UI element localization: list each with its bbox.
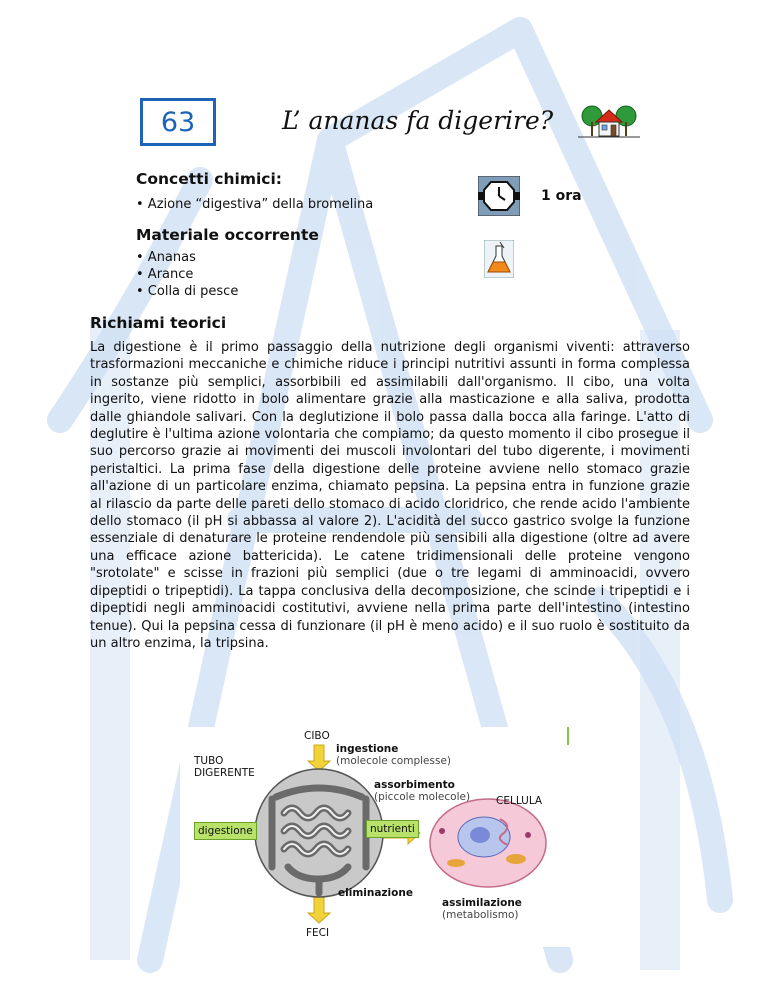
concetti-heading: Concetti chimici: bbox=[136, 170, 282, 188]
label-digerente: DIGERENTE bbox=[194, 767, 255, 779]
house-trees-icon bbox=[578, 104, 640, 138]
digestion-diagram bbox=[180, 727, 570, 947]
label-feci: FECI bbox=[306, 927, 330, 939]
label-cibo: CIBO bbox=[304, 730, 330, 742]
materiale-item: • Arance bbox=[136, 267, 194, 282]
label-tubo: TUBO bbox=[194, 755, 224, 767]
label-cellula: CELLULA bbox=[496, 795, 543, 807]
concetti-item: • Azione “digestiva” della bromelina bbox=[136, 197, 374, 212]
materiale-item: • Ananas bbox=[136, 250, 196, 265]
duration-label: 1 ora bbox=[541, 188, 582, 204]
label-ingestione-note: (molecole complesse) bbox=[336, 755, 452, 767]
label-assorbimento-note: (piccole molecole) bbox=[374, 791, 471, 803]
flask-icon bbox=[484, 240, 514, 278]
label-nutrienti: nutrienti bbox=[366, 820, 419, 838]
label-eliminazione: eliminazione bbox=[338, 887, 413, 899]
label-assimilazione: assimilazione bbox=[442, 897, 522, 909]
richiami-heading: Richiami teorici bbox=[90, 314, 227, 332]
richiami-text: La digestione è il primo passaggio della nutrizione degli organismi viventi: attraverso trasformazioni meccaniche e chimiche riduce i principi nutritivi assunti in forma complessa in sostanze più semplici, assorbibili ed assimilabili dall'organismo. Il cibo, una volta ingerito, viene ridotto in bolo alimentare grazie alla masticazione e alla saliva, prodotta dalle ghiandole salivari. Con la deglutizione il bolo passa dalla bocca alla faringe. L'atto di deglutire è l'ultima azione volontaria che compiamo; da questo momento il cibo prosegue il suo percorso grazie ai movimenti dei muscoli involontari del tubo digerente, i movimenti peristaltici. La prima fase della digestione delle proteine avviene nello stomaco grazie all'azione di un particolare enzima, chiamato pepsina. La pepsina entra in funzione grazie al rilascio da parte delle pareti dello stomaco di acido cloridrico, che rende acido l'ambiente dello stomaco (il pH si abbassa al valore 2). L'acidità del succo gastrico svolge la funzione essenziale di denaturare le proteine rendendole più sensibili alla digestione (oltre ad avere una efficace azione battericida). Le catene tridimensionali delle proteine vengono "srotolate" e scisse in frazioni più semplici (due o tre legami di amminoacidi, ovvero dipeptidi o tripeptidi). La tappa conclusiva della decomposizione, che scinde i tripeptidi e i dipeptidi negli amminoacidi costitutivi, avviene nella prima parte dell'intestino (intestino tenue). Qui la pepsina cessa di funzionare (il pH è meno acido) e il suo ruolo è sostituito da un altro enzima, la tripsina. bbox=[90, 340, 690, 651]
clock-icon bbox=[478, 176, 520, 216]
label-assorbimento: assorbimento bbox=[374, 779, 455, 791]
label-ingestione: ingestione bbox=[336, 743, 399, 755]
materiale-item: • Colla di pesce bbox=[136, 284, 239, 299]
label-assimilazione-note: (metabolismo) bbox=[442, 909, 519, 921]
label-digestione: digestione bbox=[194, 822, 257, 840]
materiale-heading: Materiale occorrente bbox=[136, 226, 319, 244]
experiment-number: 63 bbox=[140, 98, 216, 146]
page-title: L’ ananas fa digerire? bbox=[282, 106, 554, 135]
